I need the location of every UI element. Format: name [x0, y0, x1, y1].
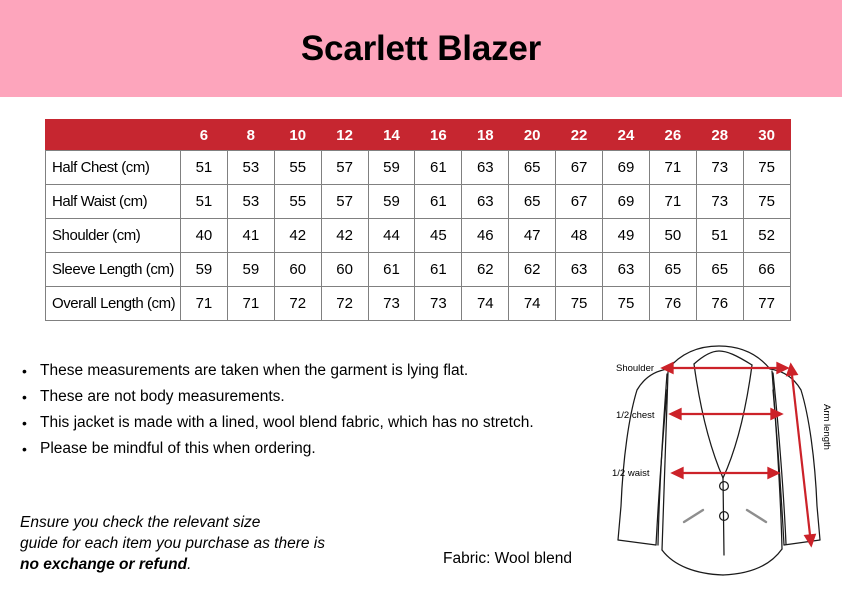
measurement-cell: 48 — [556, 219, 603, 253]
size-column-header-14: 14 — [368, 120, 415, 151]
measurement-row-label: Sleeve Length (cm) — [46, 253, 181, 287]
disclaimer-line-1: Ensure you check the relevant size — [20, 514, 261, 531]
measurement-cell: 50 — [649, 219, 696, 253]
list-item: • These are not body measurements. — [18, 384, 618, 410]
jacket-outline-icon — [618, 346, 820, 575]
table-row — [46, 151, 791, 185]
measurement-cell: 65 — [509, 151, 556, 185]
measurement-cell: 73 — [696, 185, 743, 219]
disclaimer-trailing: . — [187, 556, 192, 573]
measurement-cell: 59 — [368, 185, 415, 219]
measurement-cell: 72 — [274, 287, 321, 321]
measurement-cell: 42 — [274, 219, 321, 253]
measurement-cell: 63 — [462, 185, 509, 219]
diagram-label-shoulder: Shoulder — [616, 363, 655, 374]
measurement-cell: 76 — [696, 287, 743, 321]
size-column-header-18: 18 — [462, 120, 509, 151]
measurement-cell: 47 — [509, 219, 556, 253]
size-column-header-22: 22 — [556, 120, 603, 151]
measurement-cell: 45 — [415, 219, 462, 253]
disclaimer-line-2: guide for each item you purchase as there is — [20, 535, 326, 552]
measurement-row-label: Half Waist (cm) — [46, 185, 181, 219]
measurement-cell: 73 — [696, 151, 743, 185]
measurement-cell: 69 — [603, 185, 650, 219]
measurement-cell: 60 — [274, 253, 321, 287]
measurement-cell: 75 — [743, 185, 790, 219]
measurement-cell: 71 — [649, 185, 696, 219]
measurement-cell: 65 — [649, 253, 696, 287]
page-title: Scarlett Blazer — [300, 28, 542, 68]
size-column-header-6: 6 — [181, 120, 228, 151]
measurement-notes-list — [18, 358, 618, 462]
measurement-cell: 61 — [415, 185, 462, 219]
measurement-cell: 40 — [181, 219, 228, 253]
measurement-cell: 75 — [743, 151, 790, 185]
measurement-cell: 66 — [743, 253, 790, 287]
measurement-cell: 42 — [321, 219, 368, 253]
measurement-cell: 71 — [181, 287, 228, 321]
measurement-row-label: Overall Length (cm) — [46, 287, 181, 321]
size-column-header-30: 30 — [743, 120, 790, 151]
measurement-cell: 46 — [462, 219, 509, 253]
size-table — [45, 119, 791, 321]
measurement-cell: 71 — [649, 151, 696, 185]
measurement-cell: 41 — [227, 219, 274, 253]
measurement-cell: 73 — [415, 287, 462, 321]
measurement-cell: 55 — [274, 151, 321, 185]
list-item: • These measurements are taken when the garment is lying flat. — [18, 358, 618, 384]
measurement-cell: 44 — [368, 219, 415, 253]
measurement-row-label: Shoulder (cm) — [46, 219, 181, 253]
measurement-cell: 65 — [509, 185, 556, 219]
size-column-header-26: 26 — [649, 120, 696, 151]
measurement-cell: 67 — [556, 185, 603, 219]
size-column-header-24: 24 — [603, 120, 650, 151]
measurement-cell: 71 — [227, 287, 274, 321]
list-item: • This jacket is made with a lined, wool blend fabric, which has no stretch. — [18, 410, 618, 436]
measurement-cell: 59 — [368, 151, 415, 185]
size-table-corner-cell — [46, 120, 181, 151]
measurement-cell: 75 — [556, 287, 603, 321]
size-table-header-row — [46, 120, 791, 151]
size-column-header-16: 16 — [415, 120, 462, 151]
measurement-cell: 62 — [509, 253, 556, 287]
measurement-cell: 74 — [462, 287, 509, 321]
measurement-cell: 61 — [415, 151, 462, 185]
size-column-header-20: 20 — [509, 120, 556, 151]
fabric-note: Fabric: Wool blend — [443, 550, 572, 567]
arm-length-arrow — [792, 375, 810, 535]
table-row — [46, 287, 791, 321]
table-row — [46, 185, 791, 219]
returns-disclaimer — [20, 512, 400, 575]
measurement-cell: 75 — [603, 287, 650, 321]
measurement-cell: 60 — [321, 253, 368, 287]
measurement-cell: 57 — [321, 185, 368, 219]
measurement-cell: 76 — [649, 287, 696, 321]
size-column-header-12: 12 — [321, 120, 368, 151]
measurement-cell: 69 — [603, 151, 650, 185]
measurement-cell: 73 — [368, 287, 415, 321]
measurement-cell: 74 — [509, 287, 556, 321]
size-table-container — [45, 119, 790, 321]
measurement-cell: 63 — [462, 151, 509, 185]
measurement-cell: 65 — [696, 253, 743, 287]
size-column-header-28: 28 — [696, 120, 743, 151]
measurement-cell: 53 — [227, 185, 274, 219]
measurement-cell: 51 — [181, 185, 228, 219]
measurement-cell: 72 — [321, 287, 368, 321]
measurement-cell: 55 — [274, 185, 321, 219]
measurement-cell: 61 — [368, 253, 415, 287]
measurement-cell: 67 — [556, 151, 603, 185]
measurement-cell: 52 — [743, 219, 790, 253]
measurement-cell: 62 — [462, 253, 509, 287]
measurement-cell: 59 — [181, 253, 228, 287]
size-table-body — [46, 151, 791, 321]
button-icon-upper — [720, 482, 729, 491]
measurement-cell: 51 — [696, 219, 743, 253]
diagram-label-half-waist: 1/2 waist — [612, 468, 650, 479]
table-row — [46, 219, 791, 253]
table-row — [46, 253, 791, 287]
diagram-label-half-chest: 1/2 chest — [616, 410, 655, 421]
measurement-cell: 57 — [321, 151, 368, 185]
list-item: • Please be mindful of this when ordering. — [18, 436, 618, 462]
size-column-header-8: 8 — [227, 120, 274, 151]
size-column-header-10: 10 — [274, 120, 321, 151]
measurement-row-label: Half Chest (cm) — [46, 151, 181, 185]
measurement-cell: 49 — [603, 219, 650, 253]
measurement-cell: 77 — [743, 287, 790, 321]
measurement-cell: 53 — [227, 151, 274, 185]
measurement-cell: 61 — [415, 253, 462, 287]
diagram-label-arm-length: Arm length — [821, 404, 832, 450]
measurement-cell: 51 — [181, 151, 228, 185]
measurement-cell: 63 — [603, 253, 650, 287]
measurement-cell: 63 — [556, 253, 603, 287]
disclaimer-emphasis: no exchange or refund — [20, 556, 188, 573]
measurement-cell: 59 — [227, 253, 274, 287]
blazer-diagram — [596, 338, 842, 595]
size-table-head — [46, 120, 791, 151]
measurement-arrows — [673, 368, 810, 535]
